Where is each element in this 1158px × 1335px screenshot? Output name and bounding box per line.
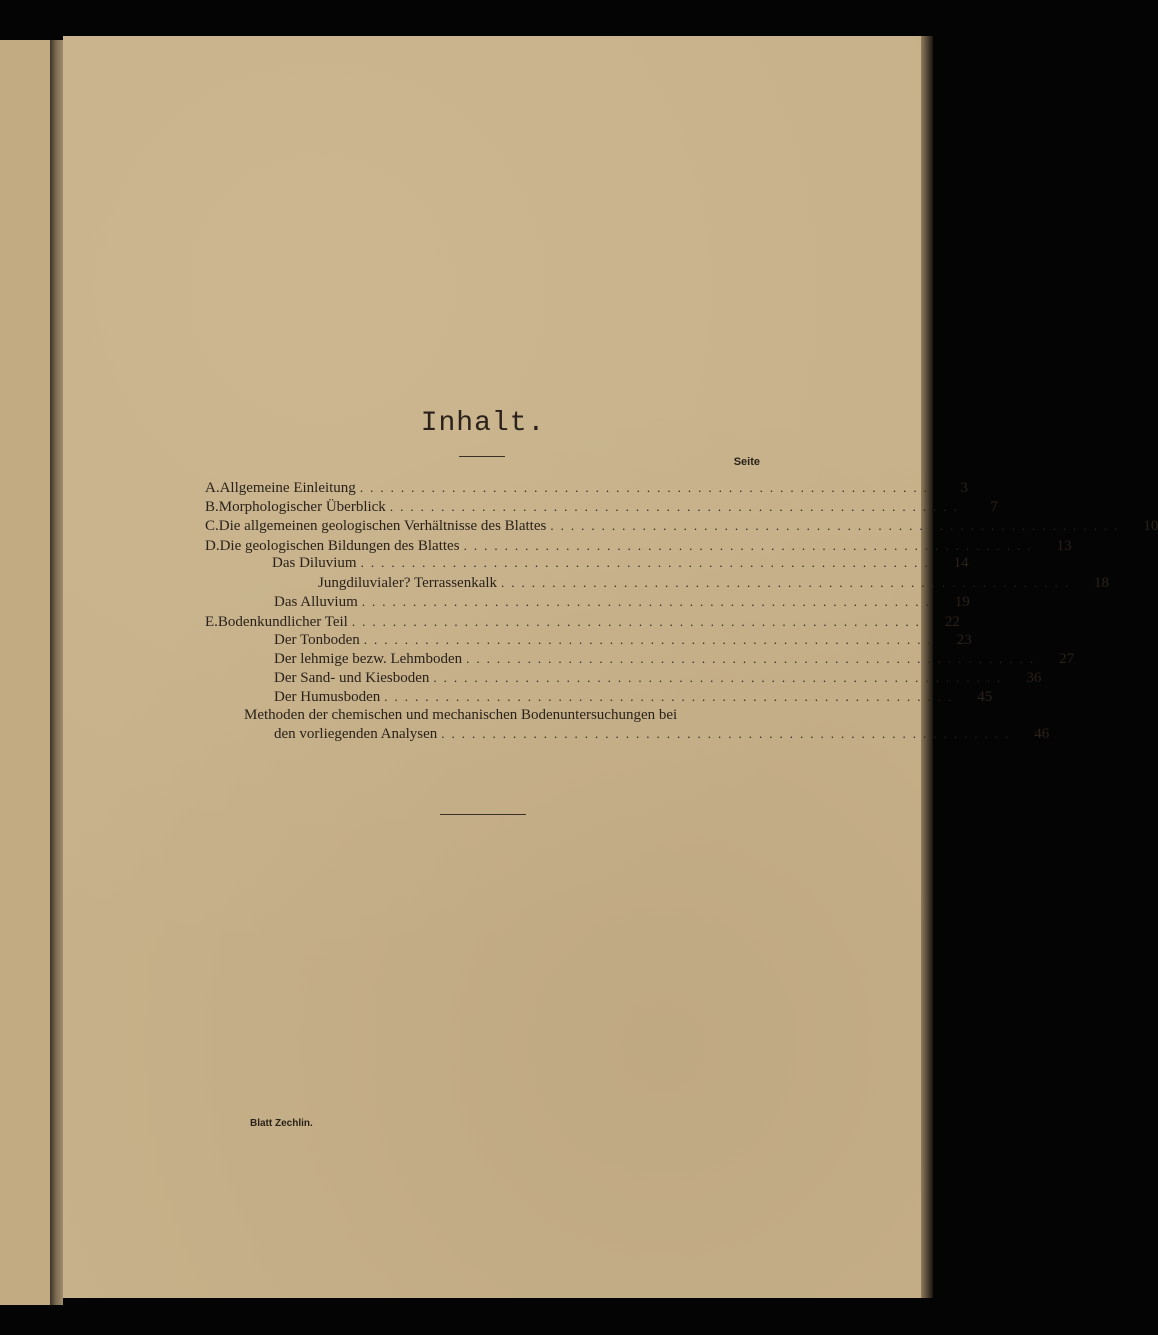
toc-marker: E. — [205, 614, 218, 630]
leader-dots: ........................................................ — [361, 594, 936, 609]
leader-dots: ........................................................ — [389, 499, 964, 514]
toc-page-number: 10 — [1143, 518, 1158, 534]
toc-entry — [205, 478, 968, 498]
leader-dots: ........................................................ — [463, 538, 1038, 553]
toc-entry — [274, 630, 972, 650]
toc-label: Die allgemeinen geologischen Verhältnisse des Blattes — [218, 518, 547, 534]
footer-signature: Blatt Zechlin. — [250, 1118, 313, 1129]
toc-label: Bodenkundlicher Teil — [217, 614, 348, 630]
toc-entry — [274, 687, 993, 707]
toc-page-number: 14 — [953, 555, 969, 571]
toc-entry — [274, 724, 1050, 744]
toc-label: Der lehmige bezw. Lehmboden — [274, 651, 463, 667]
leader-dots: ........................................................ — [433, 670, 1008, 685]
toc-entry — [205, 497, 998, 517]
toc-label: Der Tonboden — [274, 632, 360, 648]
toc-marker: A. — [205, 480, 220, 496]
toc-page-number: 19 — [954, 594, 970, 610]
toc-label: Morphologischer Überblick — [218, 499, 386, 515]
left-page-edge — [0, 40, 52, 1305]
leader-dots: ........................................................ — [360, 555, 935, 570]
toc-entry — [205, 612, 960, 632]
toc-label: den vorliegenden Analysen — [274, 726, 438, 742]
toc-entry — [274, 592, 970, 612]
toc-entry — [205, 516, 1158, 536]
toc-page-number: 27 — [1059, 651, 1075, 667]
toc-entry — [318, 573, 1110, 593]
toc-label: Die geologischen Bildungen des Blattes — [219, 538, 460, 554]
toc-page-number: 7 — [990, 499, 998, 515]
toc-marker: C. — [205, 518, 219, 534]
toc-page-number: 18 — [1094, 575, 1110, 591]
toc-label: Der Humusboden — [274, 689, 381, 705]
leader-dots: ........................................................ — [441, 726, 1016, 741]
toc-page-number: 13 — [1056, 538, 1072, 554]
toc-entry — [274, 649, 1075, 669]
page-title: Inhalt. — [420, 408, 546, 439]
title-rule — [459, 456, 505, 457]
toc-label: Jungdiluvialer? Terrassenkalk — [318, 575, 498, 591]
toc-page-number: 3 — [960, 480, 968, 496]
toc-label: Das Diluvium — [272, 555, 357, 571]
toc-entry — [272, 553, 969, 573]
toc-page-number: 45 — [977, 689, 993, 705]
toc-label: Der Sand- und Kiesboden — [274, 670, 430, 686]
toc-label: Methoden der chemischen und mechanischen Bodenuntersuchungen bei — [244, 707, 678, 723]
leader-dots: ........................................................ — [363, 632, 938, 647]
page-column-header: Seite — [733, 456, 760, 468]
leader-dots: ........................................................ — [501, 575, 1076, 590]
toc-label: Das Alluvium — [274, 594, 358, 610]
book-gutter — [50, 40, 63, 1305]
leader-dots: ........................................................ — [351, 614, 926, 629]
toc-page-number: 36 — [1026, 670, 1042, 686]
leader-dots: ........................................................ — [550, 518, 1125, 533]
leader-dots: ........................................................ — [466, 651, 1041, 666]
toc-marker: B. — [205, 499, 219, 515]
toc-page-number: 23 — [956, 632, 972, 648]
toc-entry — [274, 668, 1042, 688]
toc-page-number: 22 — [944, 614, 960, 630]
toc-label: Allgemeine Einleitung — [219, 480, 356, 496]
closing-rule — [440, 814, 526, 815]
toc-page-number: 46 — [1034, 726, 1050, 742]
leader-dots: ........................................................ — [359, 480, 934, 495]
toc-entry — [244, 705, 755, 725]
leader-dots: ........................................................ — [384, 689, 959, 704]
toc-marker: D. — [205, 538, 220, 554]
